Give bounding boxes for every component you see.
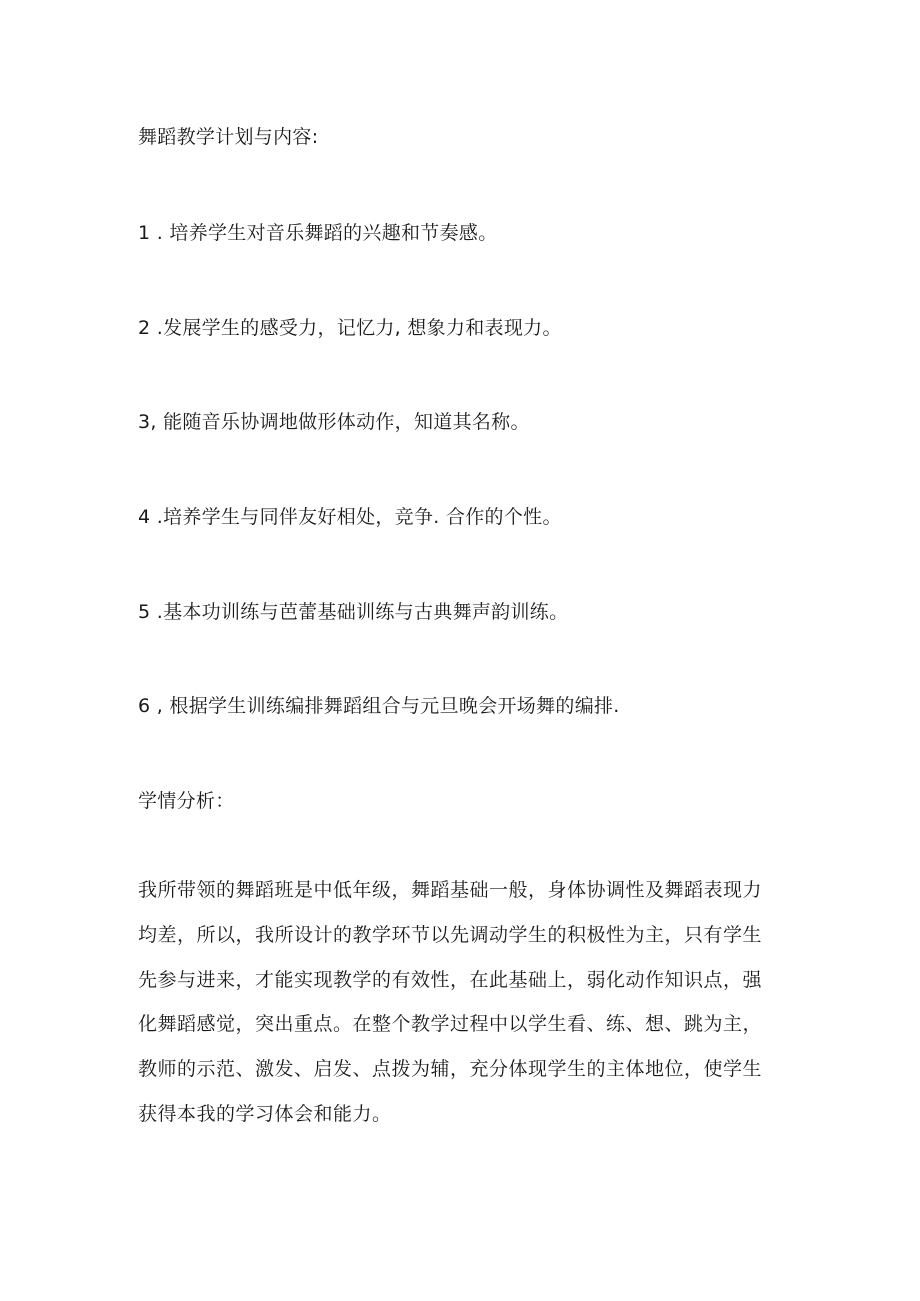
plan-item-4: 4 .培养学生与同伴友好相处，竞争. 合作的个性。 [138,506,562,528]
analysis-line-1: 我所带领的舞蹈班是中低年级，舞蹈基础一般，身体协调性及舞蹈表现力 [138,879,763,901]
analysis-line-5: 教师的示范、激发、启发、点拨为辅，充分体现学生的主体地位，使学生 [138,1058,763,1081]
analysis-line-4: 化舞蹈感觉，突出重点。在整个教学过程中以学生看、练、想、跳为主， [138,1013,763,1036]
analysis-line-6: 获得本我的学习体会和能力。 [138,1102,392,1125]
analysis-line-2: 均差，所以，我所设计的教学环节以先调动学生的积极性为主，只有学生 [138,923,763,946]
heading-student-analysis: 学情分析： [138,790,235,812]
plan-item-6: 6 , 根据学生训练编排舞蹈组合与元旦晚会开场舞的编排. [138,695,620,717]
plan-item-5: 5 .基本功训练与芭蕾基础训练与古典舞声韵训练。 [138,601,569,623]
heading-teaching-plan: 舞蹈教学计划与内容: [138,126,319,148]
student-analysis-paragraph [138,868,788,1137]
analysis-line-3: 先参与进来，才能实现教学的有效性，在此基础上，弱化动作知识点，强 [138,968,763,991]
plan-item-3: 3, 能随音乐协调地做形体动作，知道其名称。 [138,411,530,433]
plan-item-1: 1 . 培养学生对音乐舞蹈的兴趣和节奏感。 [138,222,498,244]
plan-item-2: 2 .发展学生的感受力，记忆力, 想象力和表现力。 [138,317,562,339]
